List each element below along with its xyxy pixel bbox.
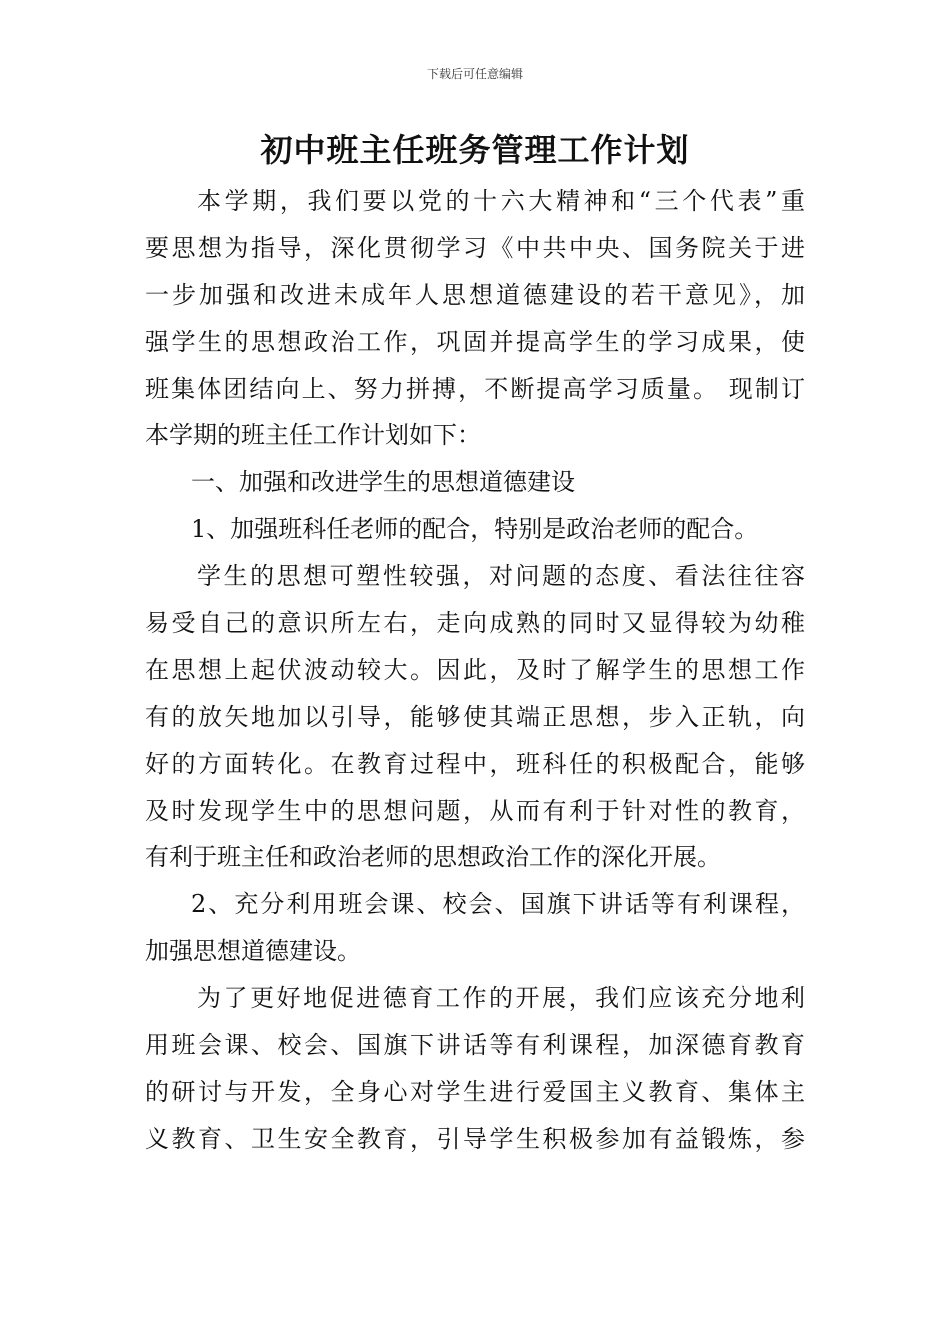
section-heading: 一、加强和改进学生的思想道德建设 — [191, 468, 575, 497]
body-line: 班集体团结向上、努力拼搏，不断提高学习质量。 现制订 — [145, 374, 805, 403]
document-title: 初中班主任班务管理工作计划 — [260, 131, 690, 169]
header-note: 下载后可任意编辑 — [426, 67, 523, 81]
body-line: 要思想为指导，深化贯彻学习《中共中央、国务院关于进 — [145, 233, 805, 262]
body-line: 一步加强和改进未成年人思想道德建设的若干意见》，加 — [145, 280, 805, 309]
body-line: 本学期的班主任工作计划如下： — [145, 421, 481, 450]
body-line: 义教育、卫生安全教育，引导学生积极参加有益锻炼，参 — [145, 1124, 805, 1153]
document-body — [145, 178, 805, 1163]
body-line: 有的放矢地加以引导，能够使其端正思想，步入正轨，向 — [145, 702, 805, 731]
body-line: 为了更好地促进德育工作的开展，我们应该充分地利 — [197, 984, 805, 1013]
body-line: 易受自己的意识所左右，走向成熟的同时又显得较为幼稚 — [145, 609, 805, 638]
body-line: 学生的思想可塑性较强，对问题的态度、看法往往容 — [197, 562, 805, 591]
body-line: 用班会课、校会、国旗下讲话等有利课程，加深德育教育 — [145, 1031, 805, 1060]
body-line: 强学生的思想政治工作，巩固并提高学生的学习成果，使 — [145, 327, 805, 356]
body-line: 本学期，我们要以党的十六大精神和“三个代表”重 — [197, 187, 805, 215]
body-line: 好的方面转化。在教育过程中，班科任的积极配合，能够 — [145, 749, 805, 778]
subsection-heading: 2、充分利用班会课、校会、国旗下讲话等有利课程， — [191, 890, 805, 919]
body-line: 在思想上起伏波动较大。因此，及时了解学生的思想工作 — [145, 655, 805, 684]
body-line: 及时发现学生中的思想问题，从而有利于针对性的教育， — [145, 796, 805, 825]
body-line: 加强思想道德建设。 — [145, 937, 361, 966]
subsection-heading: 1、加强班科任老师的配合，特别是政治老师的配合。 — [191, 515, 759, 544]
body-line: 有利于班主任和政治老师的思想政治工作的深化开展。 — [145, 843, 721, 872]
body-line: 的研讨与开发，全身心对学生进行爱国主义教育、集体主 — [145, 1077, 805, 1106]
